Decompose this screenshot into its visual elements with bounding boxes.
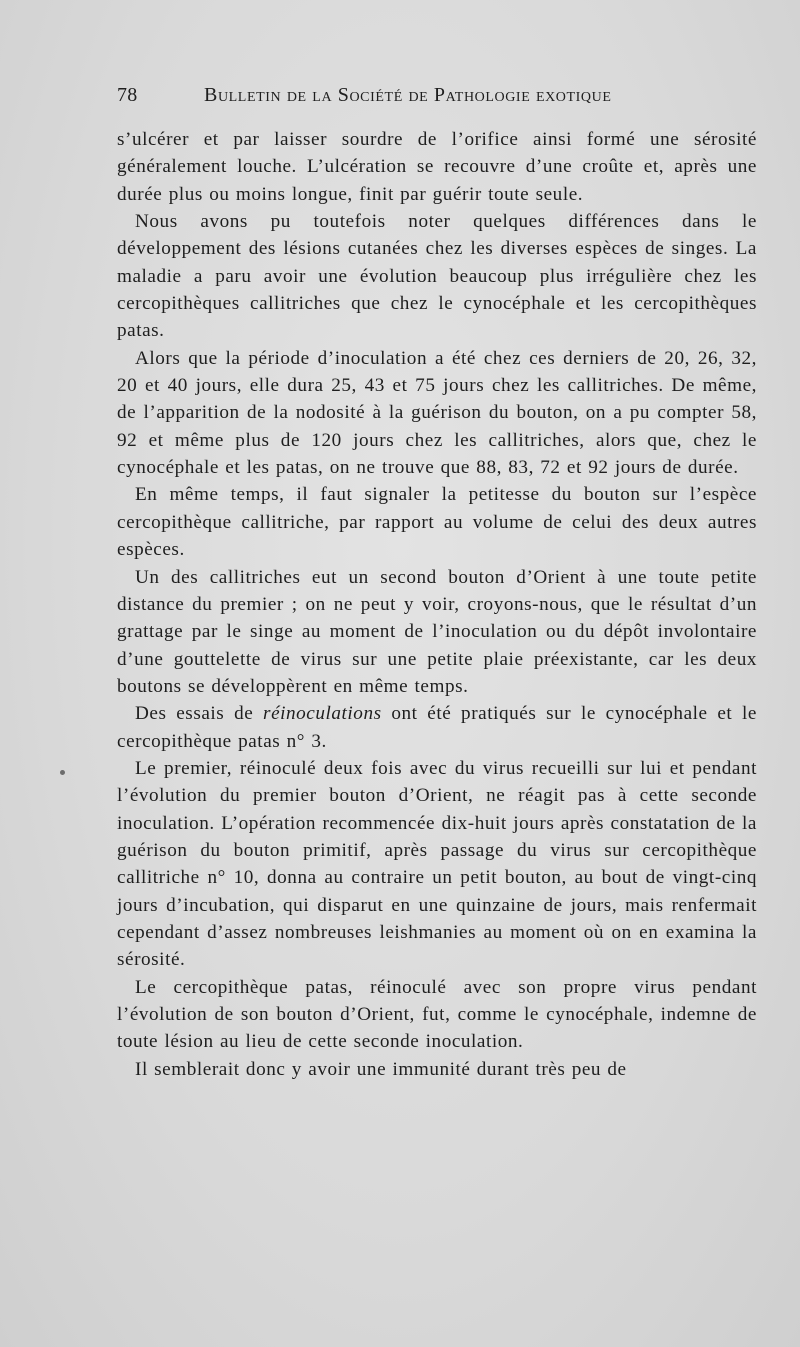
paragraph-8: Le cercopithèque patas, réinoculé avec son propre virus pendant l’évolution de son bouton d’Orient, fut, comme le cynocéphale, indemne de toute lésion au lieu de cette seconde inoculation. bbox=[117, 976, 757, 1053]
paragraph-2: Nous avons pu toutefois noter quelques différences dans le développement des lésions cutanées chez les diverses espèces de singes. La maladie a paru avoir une évolution beaucoup plus irrégulière chez les cercopithèques callitriches que chez le cynocéphale et les cercopithèques patas. bbox=[117, 211, 757, 342]
paragraph-6-italic-term: réinoculations bbox=[263, 703, 382, 725]
paragraph-9: Il semblerait donc y avoir une immunité durant très peu de bbox=[135, 1058, 627, 1080]
print-speck bbox=[60, 770, 65, 775]
paragraph-5: Un des callitriches eut un second bouton d’Orient à une toute petite distance du premier ; on ne peut y voir, croyons-nous, que le résultat d’un grattage par le singe au moment de l’inoculation ou du dépôt involontaire d’une gouttelette de virus sur une petite plaie préexistante, car les deux boutons se développèrent en même temps. bbox=[117, 566, 757, 697]
page-number: 78 bbox=[117, 84, 138, 106]
paragraph-6-tail: ont été pratiqués sur le cynocéphale et le cercopithèque patas n° 3. bbox=[117, 703, 757, 752]
body-text bbox=[117, 126, 757, 1083]
paragraph-1: s’ulcérer et par laisser sourdre de l’orifice ainsi formé une sérosité généralement louche. L’ulcération se recouvre d’une croûte et, après une durée plus ou moins longue, finit par guérir toute seule. bbox=[117, 129, 757, 205]
paragraph-3: Alors que la période d’inoculation a été chez ces derniers de 20, 26, 32, 20 et 40 jours, elle dura 25, 43 et 75 jours chez les callitriches. De même, de l’apparition de la nodosité à la guérison du bouton, on a pu compter 58, 92 et même plus de 120 jours chez les callitriches, alors que, chez le cynocéphale et les patas, on ne trouve que 88, 83, 72 et 92 jours de durée. bbox=[117, 347, 757, 479]
paragraph-7: Le premier, réinoculé deux fois avec du virus recueilli sur lui et pendant l’évolution du premier bouton d’Orient, ne réagit pas à cette seconde inoculation. L’opération recommencée dix-huit jours après constatation de la guérison du bouton primitif, après passage du virus sur cercopithèque callitriche n° 10, donna au contraire un petit bouton, au bout de vingt-cinq jours d’incubation, qui disparut en une quinzaine de jours, mais renfermait cependant d’assez nombreuses leishmanies au moment où on en examina la sérosité. bbox=[117, 757, 757, 971]
paragraph-4: En même temps, il faut signaler la petitesse du bouton sur l’espèce cercopithèque callitriche, par rapport au volume de celui des deux autres espèces. bbox=[117, 484, 757, 561]
paragraph-6 bbox=[117, 700, 757, 755]
paragraph-6-lead: Des essais de bbox=[135, 703, 264, 725]
running-title: Bulletin de la Société de Pathologie exotique bbox=[204, 84, 612, 106]
page-header bbox=[117, 84, 762, 112]
